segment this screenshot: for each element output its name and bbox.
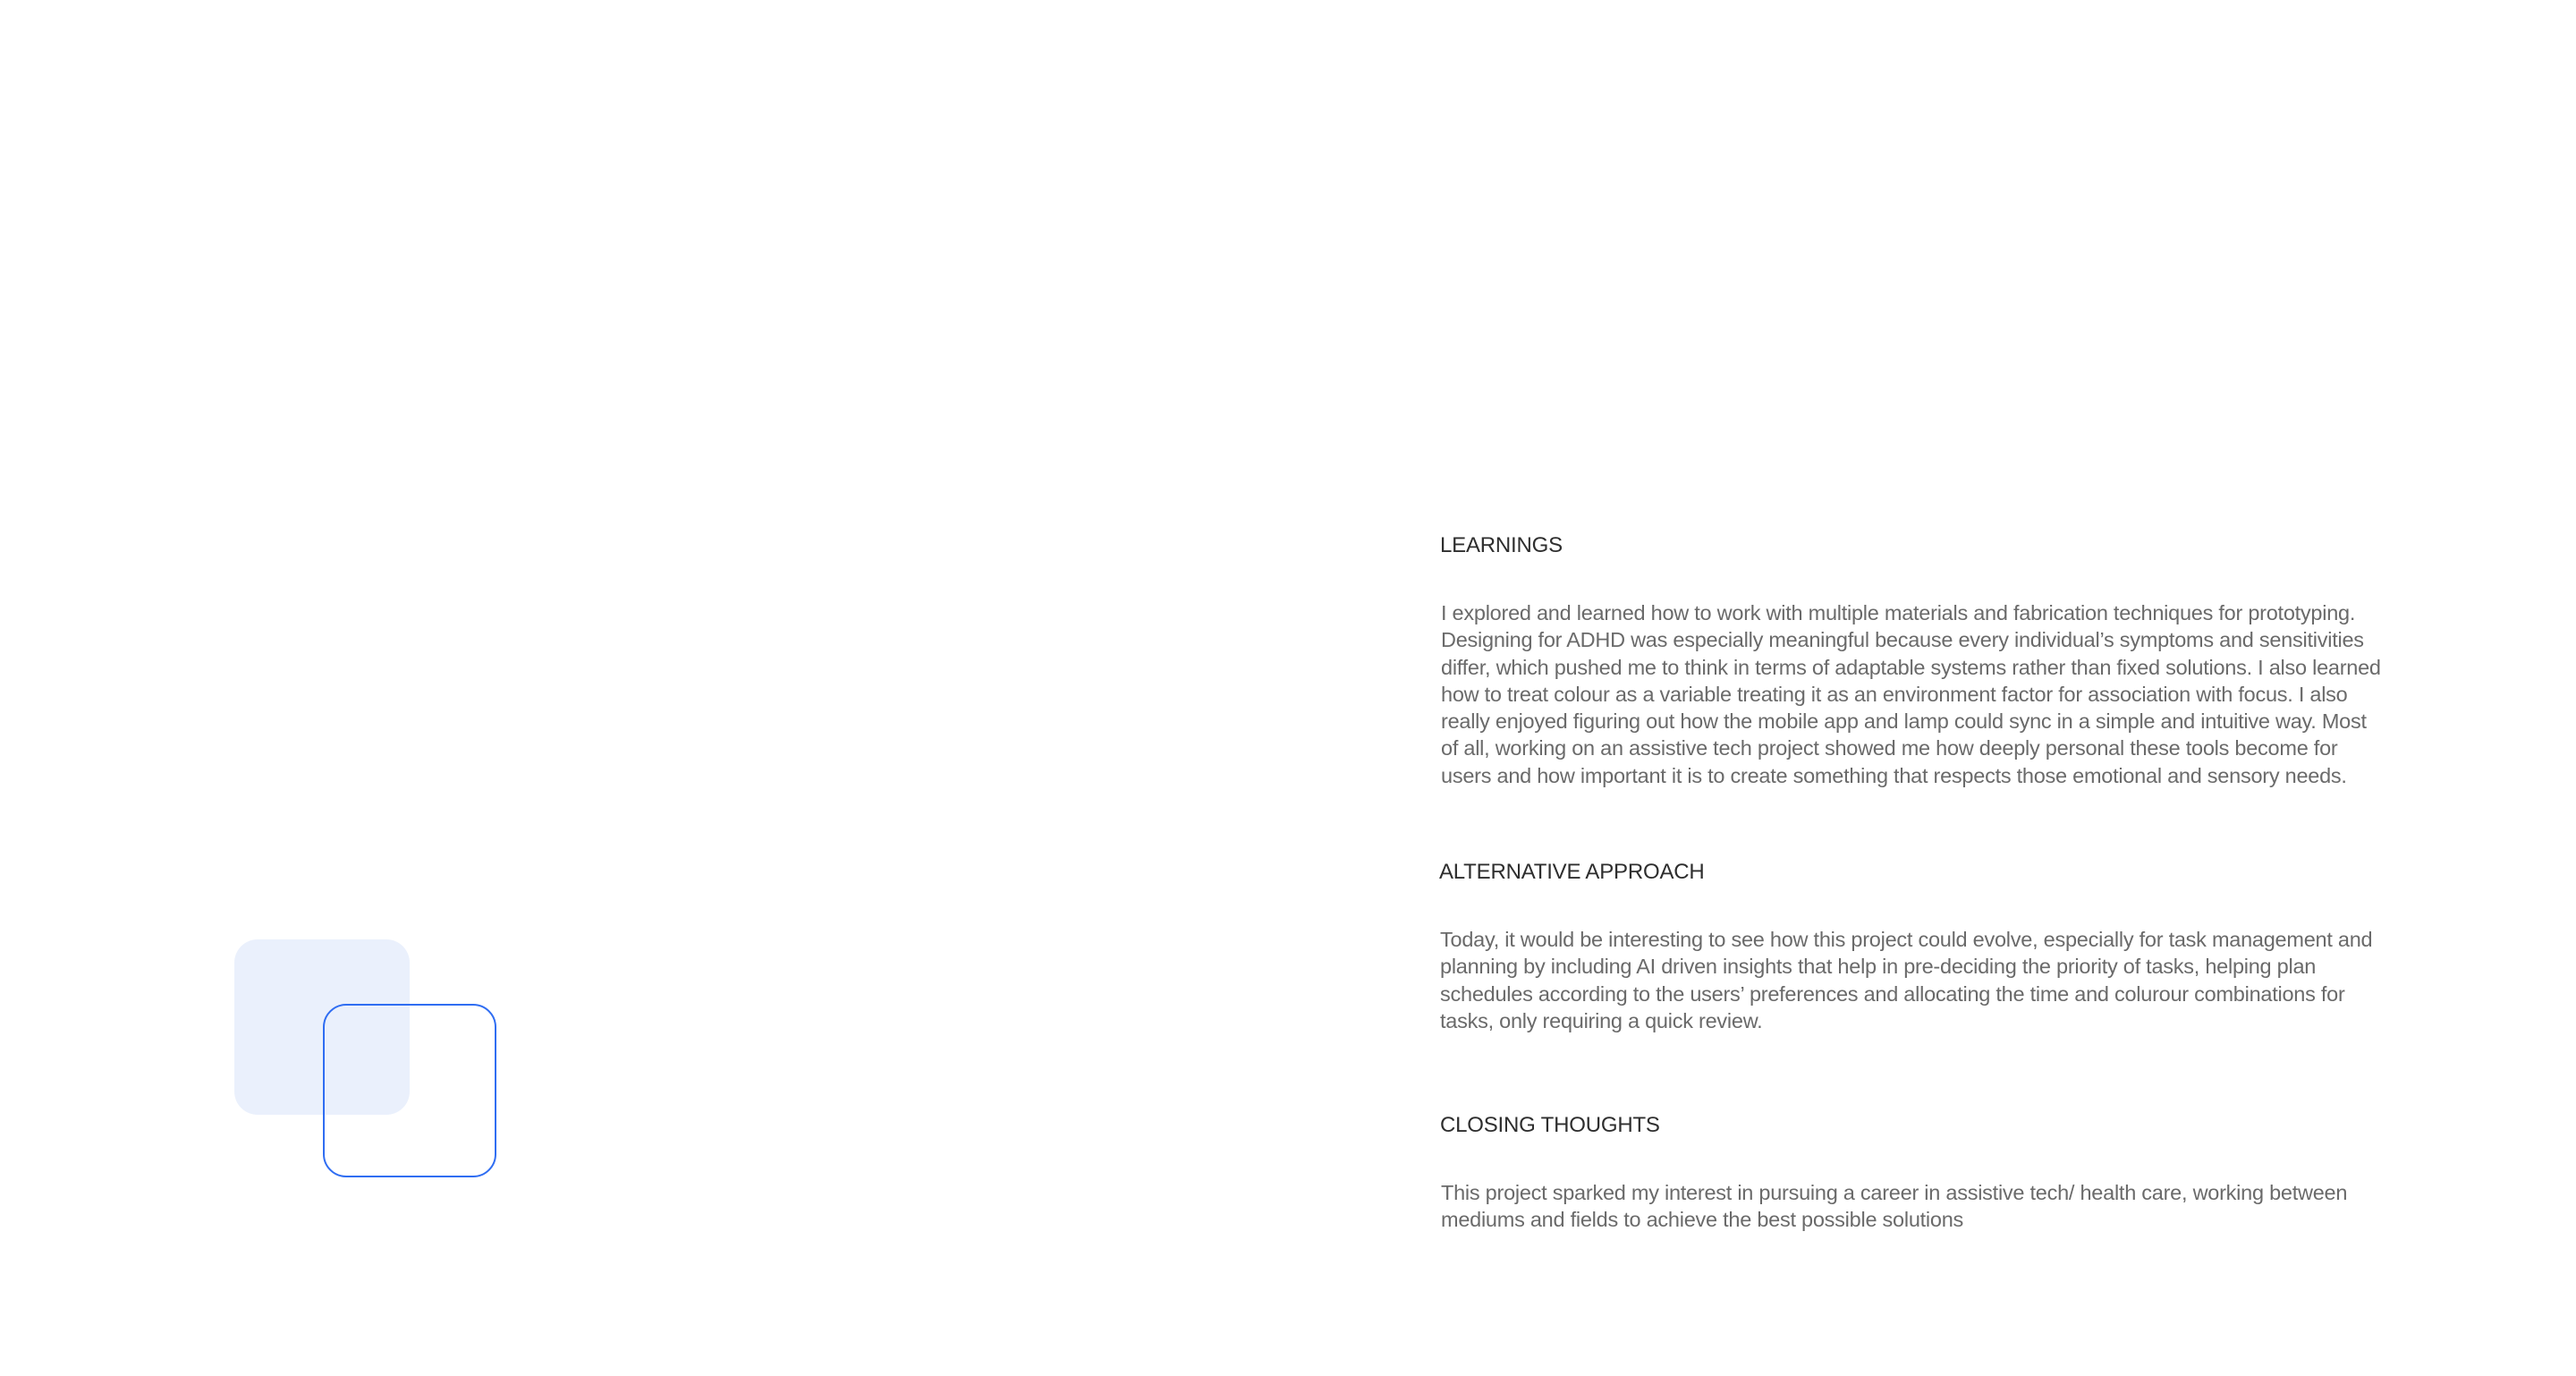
closing-thoughts-heading: CLOSING THOUGHTS — [1440, 1113, 1660, 1137]
alternative-approach-body: Today, it would be interesting to see how this project could evolve, especially for task management and planning by including AI driven insights that help in pre-deciding the priority of tasks, helping plan schedules according to the users’ preferences and allocating the time and colurour combinations for tasks, only requiring a quick review. — [1440, 928, 2373, 1032]
overlapping-squares-icon — [234, 939, 499, 1181]
alternative-approach-heading: ALTERNATIVE APPROACH — [1439, 860, 1705, 884]
learnings-heading: LEARNINGS — [1440, 533, 1563, 557]
outlined-square-shape — [323, 1004, 496, 1177]
learnings-body: I explored and learned how to work with multiple materials and fabrication techniques for prototyping. Designing for ADHD was especially meaningful because every individual’s symptoms and sensitivities differ, which pushed me to think in terms of adaptable systems rather than fixed solutions. I also learned how to treat colour as a variable treating it as an environment factor for association with focus. I also really enjoyed figuring out how the mobile app and lamp could sync in a simple and intuitive way. Most of all, working on an assistive tech project showed me how deeply personal these tools become for users and how important it is to create something that respects those emotional and sensory needs. — [1441, 601, 2381, 787]
closing-thoughts-body: This project sparked my interest in pursuing a career in assistive tech/ health care, working between mediums and fields to achieve the best possible solutions — [1441, 1181, 2348, 1232]
